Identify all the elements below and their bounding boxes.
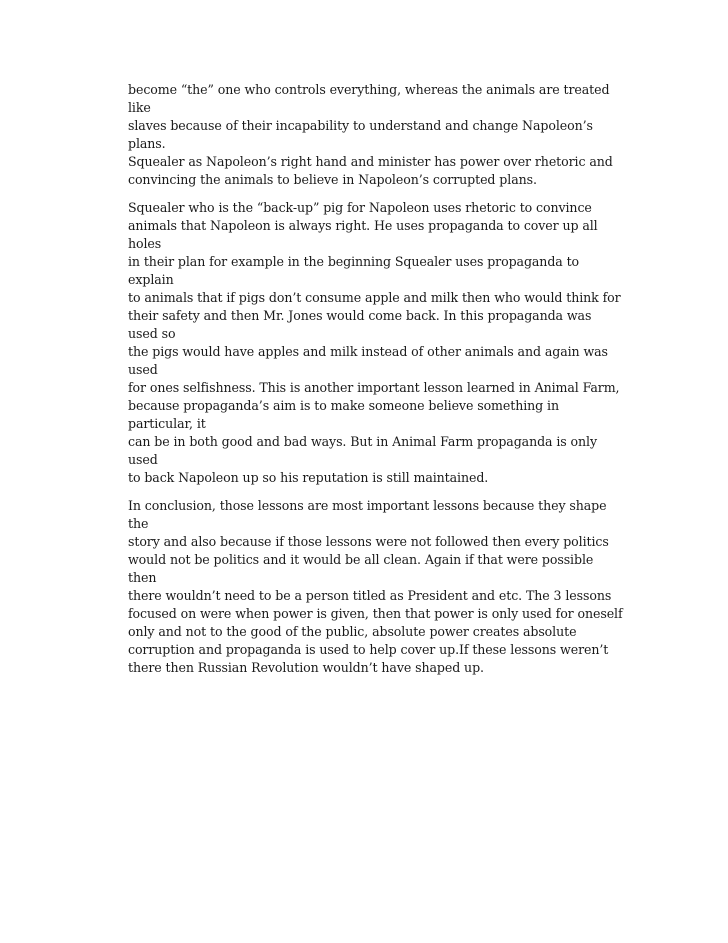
document-body [128, 81, 624, 677]
paragraph-3: In conclusion, those lessons are most important lessons because they shape the story and also because if those lessons were not followed then every politics would not be politics and it would be all clean. Again if that were possible then there wouldn’t need to be a person titled as President and etc. The 3 lessons focused on were when power is given, then that power is only used for oneself only and not to the good of the public, absolute power creates absolute corruption and propaganda is used to help cover up.If these lessons weren’t there then Russian Revolution wouldn’t have shaped up. [128, 498, 623, 675]
paragraph-1: become “the” one who controls everything, whereas the animals are treated like slaves because of their incapability to understand and change Napoleon’s plans. Squealer as Napoleon’s right hand and minister has power over rhetoric and convincing the animals to believe in Napoleon’s corrupted plans. [128, 82, 613, 187]
paragraph-2: Squealer who is the “back-up” pig for Napoleon uses rhetoric to convince animals that Napoleon is always right. He uses propaganda to cover up all holes in their plan for example in the beginning Squealer uses propaganda to explain to animals that if pigs don’t consume apple and milk then who would think for their safety and then Mr. Jones would come back. In this propaganda was used so the pigs would have apples and milk instead of other animals and again was used for ones selfishness. This is another important lesson learned in Animal Farm, because propaganda’s aim is to make someone believe something in particular, it can be in both good and bad ways. But in Animal Farm propaganda is only used to back Napoleon up so his reputation is still maintained. [128, 200, 621, 485]
